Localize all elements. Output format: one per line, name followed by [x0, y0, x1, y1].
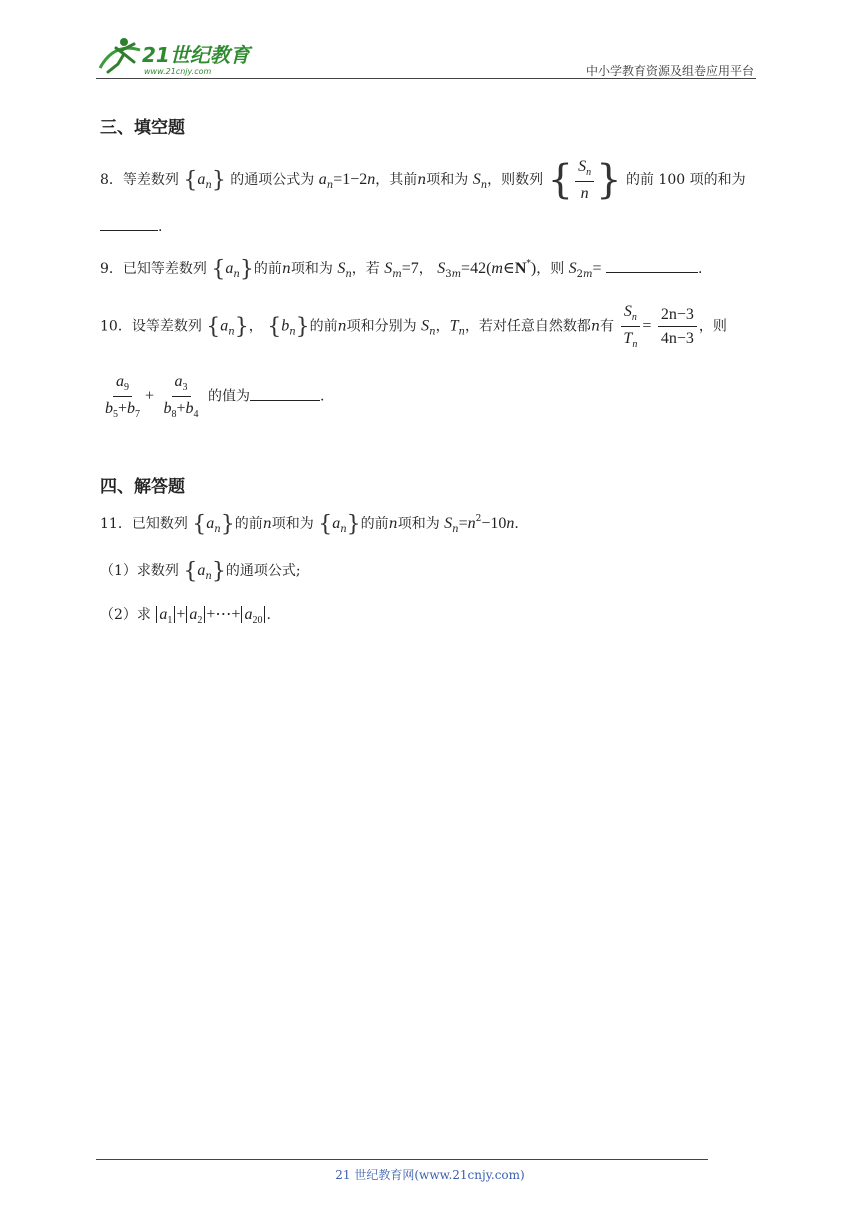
question-number: 11． [100, 516, 132, 532]
question-number: 9． [100, 261, 123, 277]
header-divider [96, 78, 756, 79]
footer-text: 21 世纪教育网(www.21cnjy.com) [335, 1168, 525, 1182]
question-number: 10． [100, 318, 132, 335]
logo-url: www.21cnjy.com [144, 67, 212, 76]
answer-blank[interactable] [100, 218, 158, 231]
logo-text: 21世纪教育 [142, 43, 250, 67]
footer-divider [96, 1159, 708, 1160]
question-11-part-1: （1）求数列 $\{a_n\}$的通项公式; [100, 559, 301, 584]
question-9: 9．已知等差数列 $\{a_n\}$的前n项和为 $S_n$，若 $S_m=7$， $S_{3m}=42(m\in N^*)$，则 $S_{2m}=$ . [100, 257, 703, 282]
question-10-expression: $\frac{a_9}{b_5+b_7}$ + $\frac{a_3}{b_8+b_4}$ 的值为 . [105, 373, 325, 420]
question-10: 10．设等差数列 $\{a_n\}$， $\{b_n\}$的前n项和分别为 $S_n$，$T_n$，若对任意自然数都n有 $\frac{S_n}{T_n}$ = $\frac{2n-3}{4n-3}$ ，则 [100, 303, 727, 350]
platform-title: 中小学教育资源及组卷应用平台 [585, 64, 754, 78]
question-8-answer-line: . [100, 218, 760, 236]
question-11: 11．已知数列 $\{a_n\}$的前n项和为 $\{a_n\}$的前n项和为 $S_n=n^2-10n$. [100, 512, 519, 537]
section-title-fill-blank: 三、填空题 [100, 118, 185, 138]
site-logo [94, 32, 264, 80]
answer-blank[interactable] [250, 388, 320, 401]
question-11-part-2: （2）求 $a_1 + a_2$ +⋯+ $a_{20}$ . [100, 606, 271, 626]
question-8: 8．等差数列 $\{a_n\}$ 的通项公式为 $a_n=1-2n$，其前n项和为 $S_n$，则数列 { $\frac{S_n}{n}$ } 的前 100 项的和为 [100, 157, 746, 203]
question-number: 8． [100, 172, 123, 188]
section-title-answer: 四、解答题 [100, 477, 185, 497]
answer-blank[interactable] [606, 260, 698, 273]
